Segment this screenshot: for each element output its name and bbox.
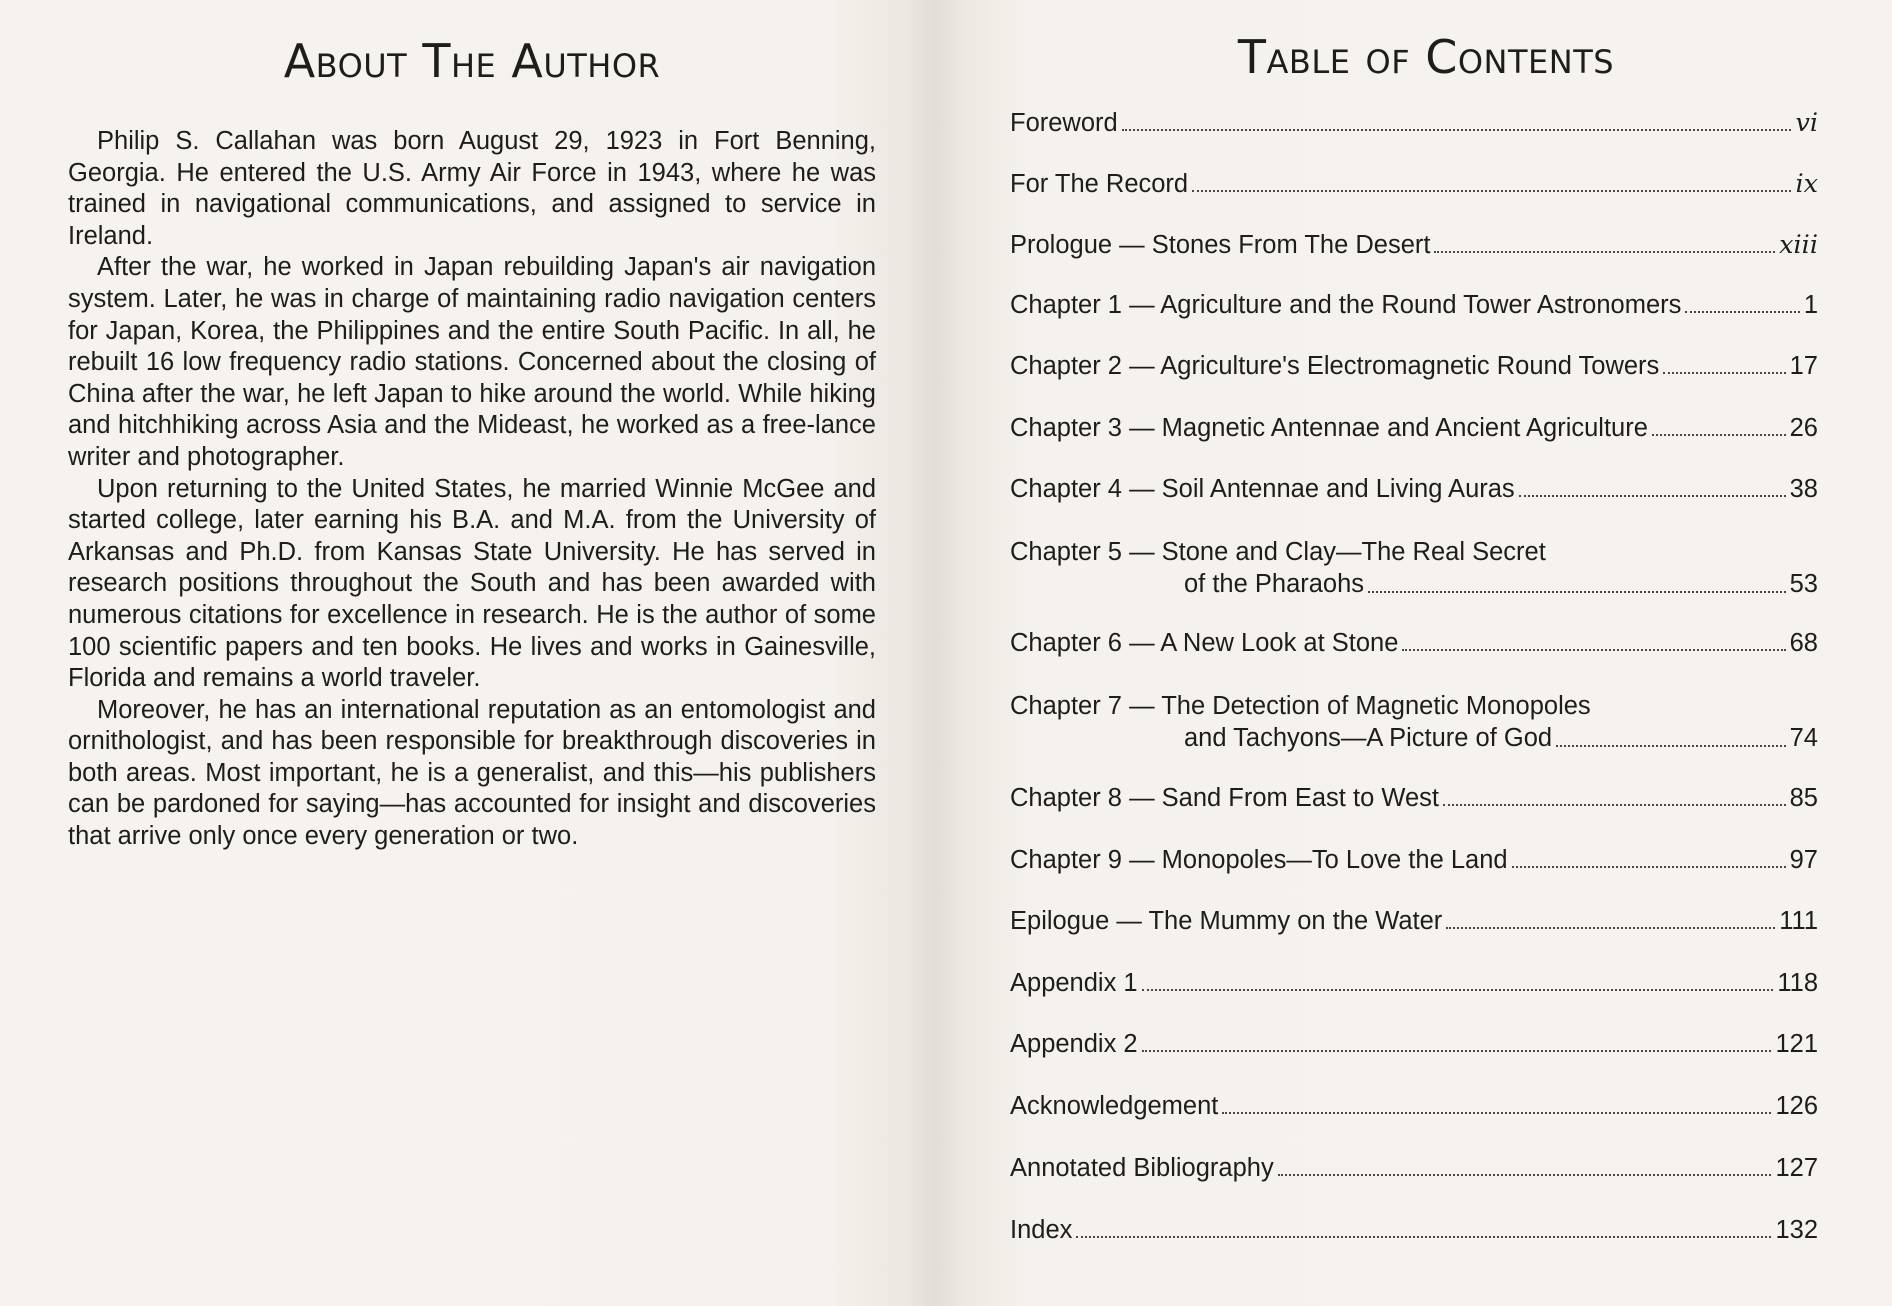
- dot-leader: [1663, 372, 1785, 374]
- toc-entry-label: Chapter 4 — Soil Antennae and Living Auras: [1010, 475, 1515, 503]
- toc-entry-label: Chapter 1 — Agriculture and the Round Tower Astronomers: [1010, 291, 1682, 319]
- bio-paragraph: Moreover, he has an international reputation as an entomologist and ornithologist, and has been responsible for breakthrough discoveries in both areas. Most important, he is a generalist, and this—his publishers can be pardoned for saying—has accounted for insight and discoveries that arrive only once every generation or two.: [68, 695, 876, 851]
- toc-entry-appendix-2: [1010, 1030, 1818, 1059]
- dot-leader: [1192, 190, 1791, 192]
- toc-page-number: ix: [1795, 169, 1818, 199]
- dot-leader: [1142, 1050, 1772, 1052]
- author-biography: [68, 126, 876, 853]
- toc-page-number: 85: [1789, 784, 1818, 812]
- toc-page-number: 97: [1789, 846, 1818, 874]
- toc-entry-label: Chapter 2 — Agriculture's Electromagnetic Round Towers: [1010, 352, 1660, 380]
- toc-page-number: 132: [1775, 1216, 1818, 1244]
- toc-page-number: 74: [1789, 724, 1818, 752]
- toc-entry-label: Epilogue — The Mummy on the Water: [1010, 907, 1443, 935]
- toc-entry-chapter-3: [1010, 414, 1818, 443]
- toc-entry-label: Chapter 5 — Stone and Clay—The Real Secret: [1010, 538, 1546, 566]
- toc-entry-label: Index: [1010, 1216, 1073, 1244]
- toc-entry-chapter-6: [1010, 629, 1818, 658]
- toc-page-number: vi: [1795, 108, 1818, 138]
- toc-page-number: 121: [1775, 1030, 1818, 1058]
- toc-entry-label: Prologue — Stones From The Desert: [1010, 231, 1431, 259]
- toc-page-number: 26: [1789, 414, 1818, 442]
- toc-entry-label: For The Record: [1010, 170, 1189, 198]
- toc-entry-label: Appendix 1: [1010, 969, 1138, 997]
- dot-leader: [1122, 129, 1792, 131]
- toc-page-number: 17: [1789, 352, 1818, 380]
- toc-entry-label: Chapter 3 — Magnetic Antennae and Ancient Agriculture: [1010, 414, 1648, 442]
- about-author-page: [0, 0, 934, 1306]
- toc-entry-index: [1010, 1216, 1818, 1245]
- toc-entry-label: Chapter 8 — Sand From East to West: [1010, 784, 1439, 812]
- bio-paragraph: Philip S. Callahan was born August 29, 1923 in Fort Benning, Georgia. He entered the U.S. Army Air Force in 1943, where he was trained in navigational communications, and assigned to service in Ireland.: [68, 127, 876, 250]
- toc-entry-label-continued: and Tachyons—A Picture of God: [1184, 724, 1553, 752]
- dot-leader: [1142, 989, 1774, 991]
- toc-entry-appendix-1: [1010, 969, 1818, 998]
- toc-page-number: 53: [1789, 570, 1818, 598]
- toc-entry-chapter-1: [1010, 291, 1818, 320]
- toc-entry-label: Chapter 7 — The Detection of Magnetic Monopoles: [1010, 692, 1591, 720]
- toc-entry-label: Acknowledgement: [1010, 1092, 1219, 1120]
- toc-page-number: 126: [1775, 1092, 1818, 1120]
- toc-page-number: 38: [1789, 475, 1818, 503]
- toc-entry-chapter-8: [1010, 784, 1818, 813]
- toc-entry-for-the-record: [1010, 169, 1818, 199]
- toc-entry-label: Annotated Bibliography: [1010, 1154, 1274, 1182]
- dot-leader: [1652, 434, 1786, 436]
- toc-entry-label: Appendix 2: [1010, 1030, 1138, 1058]
- about-author-title: About The Author: [283, 34, 661, 88]
- toc-entry-annotated-bibliography: [1010, 1154, 1818, 1183]
- dot-leader: [1519, 495, 1786, 497]
- toc-page-number: xiii: [1779, 230, 1818, 260]
- dot-leader: [1368, 591, 1786, 593]
- toc-page-number: 68: [1789, 629, 1818, 657]
- toc-entry-chapter-7: [1010, 690, 1818, 754]
- bio-paragraph: Upon returning to the United States, he married Winnie McGee and started college, later earning his B.A. and M.A. from the University of Arkansas and Ph.D. from Kansas State University. He has served in research positions throughout the South and has been awarded with numerous citations for excellence in research. He is the author of some 100 scientific papers and ten books. He lives and works in Gainesville, Florida and remains a world traveler.: [68, 474, 876, 693]
- dot-leader: [1512, 866, 1786, 868]
- toc-entry-chapter-9: [1010, 846, 1818, 875]
- dot-leader: [1685, 311, 1799, 313]
- toc-page-number: 1: [1803, 291, 1818, 319]
- toc-entry-label-continued: of the Pharaohs: [1184, 570, 1365, 598]
- dot-leader: [1556, 745, 1786, 747]
- dot-leader: [1443, 804, 1786, 806]
- toc-entry-chapter-2: [1010, 352, 1818, 381]
- dot-leader: [1076, 1236, 1771, 1238]
- toc-page-number: 111: [1779, 907, 1818, 935]
- toc-entry-foreword: [1010, 108, 1818, 138]
- toc-entry-chapter-4: [1010, 475, 1818, 504]
- dot-leader: [1434, 251, 1775, 253]
- dot-leader: [1446, 927, 1775, 929]
- dot-leader: [1222, 1112, 1771, 1114]
- toc-page-number: 118: [1777, 969, 1818, 997]
- toc-page-number: 127: [1775, 1154, 1818, 1182]
- bio-paragraph: After the war, he worked in Japan rebuilding Japan's air navigation system. Later, he was in charge of maintaining radio navigation centers for Japan, Korea, the Philippines and the entire South Pacific. In all, he rebuilt 16 low frequency radio stations. Concerned about the closing of China after the war, he left Japan to hike around the world. While hiking and hitchhiking across Asia and the Mideast, he worked as a free-lance writer and photographer.: [68, 253, 876, 471]
- dot-leader: [1278, 1174, 1772, 1176]
- toc-entry-label: Chapter 6 — A New Look at Stone: [1010, 629, 1399, 657]
- toc-entry-epilogue: [1010, 907, 1818, 936]
- toc-entry-label: Foreword: [1010, 109, 1118, 137]
- toc-entry-acknowledgement: [1010, 1092, 1818, 1121]
- toc-entry-prologue: [1010, 230, 1818, 260]
- toc-entry-label: Chapter 9 — Monopoles—To Love the Land: [1010, 846, 1508, 874]
- toc-entry-continuation: [1010, 568, 1818, 600]
- table-of-contents-title: Table of Contents: [1237, 30, 1615, 84]
- toc-entry-continuation: [1010, 722, 1818, 754]
- toc-entry-chapter-5: [1010, 536, 1818, 600]
- dot-leader: [1402, 649, 1785, 651]
